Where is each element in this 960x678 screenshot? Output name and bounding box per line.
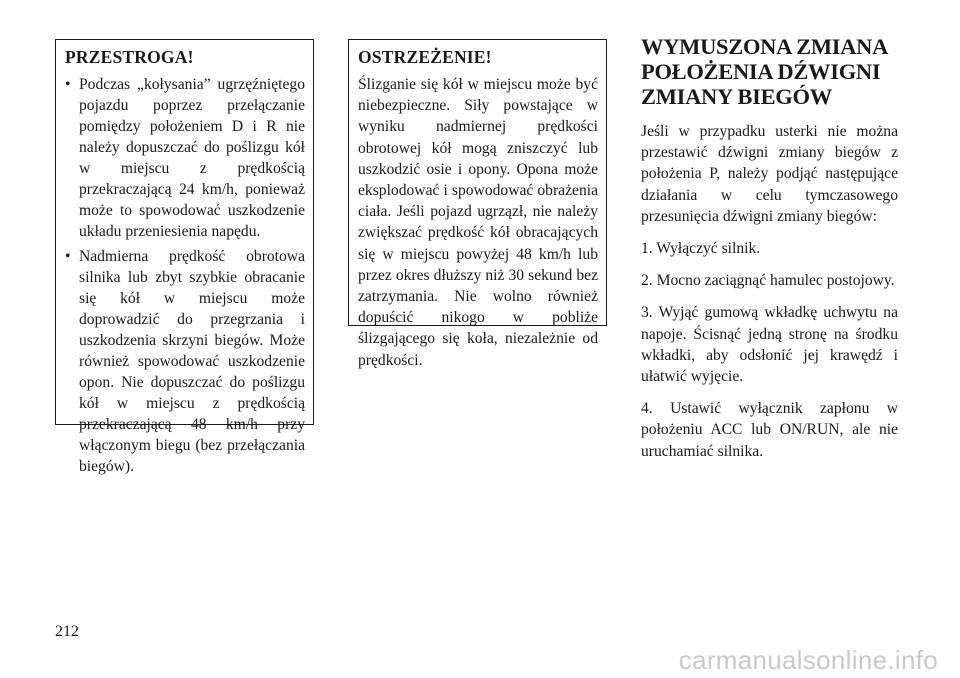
caution-title: PRZESTROGA!: [65, 47, 194, 67]
warning-text: Ślizganie się kół w miejscu może być niebezpieczne. Siły powstające w wyniku nadmiernej prędkości obrotowej kół mogą zniszczyć lub uszkodzić osie i opony. Opona może eksplodować i spowodować obrażenia ciała. Jeśli pojazd ugrzązł, nie należy zwiększać prędkość kół obracających się w miejscu powyżej 48 km/h lub przez okres dłuższy niż 30 sekund bez zatrzymania. Nie wolno również dopuścić nikogo w pobliże ślizgającego się koła, niezależnie od prędkości.: [358, 76, 598, 369]
watermark: carmanualsonline.info: [678, 645, 938, 675]
step-item: 4. Ustawić wyłącznik zapłonu w położeniu ACC lub ON/RUN, ale nie uruchamiać silnika.: [641, 400, 898, 460]
step-item: 2. Mocno zaciągnąć hamulec postojowy.: [641, 272, 895, 290]
section-column: [641, 34, 898, 473]
caution-list: [65, 74, 305, 477]
caution-item: • Podczas „kołysania” ugrzęźniętego pojazdu poprzez przełączanie pomiędzy położeniem D i R nie należy dopuszczać do poślizgu kół w miejscu z prędkością przekraczającą 24 km/h, ponieważ może to spowodować uszkodzenie układu przeniesienia napędu.: [65, 76, 305, 240]
step-item: 1. Wyłączyć silnik.: [641, 240, 761, 258]
caution-box: [55, 39, 314, 475]
bullet-icon: •: [65, 76, 71, 93]
warning-title: OSTRZEŻENIE!: [358, 47, 492, 67]
bullet-icon: •: [65, 248, 71, 265]
warning-box: [348, 39, 607, 369]
page-number: 212: [55, 623, 79, 640]
caution-item: • Nadmierna prędkość obrotowa silnika lub zbyt szybkie obracanie się kół w miejscu może doprowadzić do przegrzania i uszkodzenia skrzyni biegów. Może również spowodować uszkodzenie opon. Nie dopuszczać do poślizgu kół w miejscu z prędkością przekraczającą 48 km/h przy włączonym biegu (bez przełączania biegów).: [65, 248, 305, 475]
section-heading: WYMUSZONA ZMIANA POŁOŻENIA DŹWIGNI ZMIANY BIEGÓW: [641, 34, 887, 109]
step-item: 3. Wyjąć gumową wkładkę uchwytu na napoje. Ścisnąć jedną stronę na środku wkładki, aby odsłonić jej krawędź i ułatwić wyjęcie.: [641, 304, 898, 386]
section-intro: Jeśli w przypadku usterki nie można przestawić dźwigni zmiany biegów z położenia P, należy podjąć następujące działania w celu tymczasowego przesunięcia dźwigni zmiany biegów:: [641, 123, 898, 225]
